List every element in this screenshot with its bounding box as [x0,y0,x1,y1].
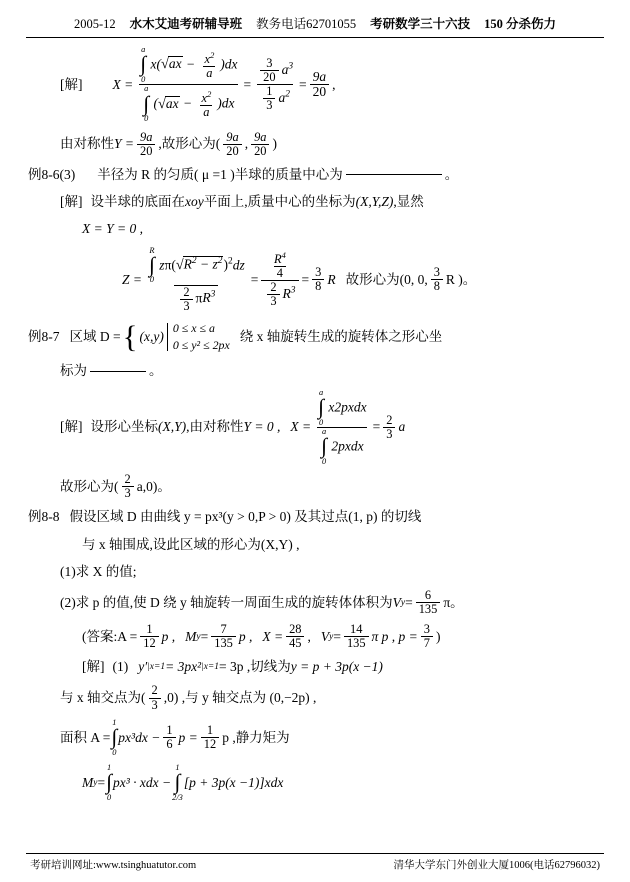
fraction-centroid-y: $\frac{9a}{20}$ [251,131,269,158]
solution-line-2 [26,192,604,212]
integrand-X-num: x2pxdx [328,398,367,414]
eval-at-1-b: |x=1 [201,662,219,673]
equals-3: = [333,628,341,644]
footer-divider [26,853,604,854]
derivative-expr: = 3px² [165,659,202,675]
solution-text-b: 平面上,质量中心的坐标为 [203,194,356,209]
condition-2: 0 ≤ y² ≤ 2px [172,338,230,353]
answer-A-tail: p , [161,628,176,644]
header-org: 水木艾迪考研辅导班 [129,17,243,31]
solution-line-1: [解] X = a ∫ 0 x( √ ax − $\frac{x^2}{a}$ )dx a ∫ 0 ( √ ax − $\frac{x^2}{a}$ )dx = $\frac{3}{20}$ $a^3$ $\frac{1}{3}$ $a^2$ = $\frac{9a}{20}$ , [60,45,336,124]
page-footer [26,849,604,872]
intersection-text-a: 与 x 轴交点为( [60,689,146,705]
area-label: 面积 A = [60,729,111,745]
example-label-8-8: 例8-8 [28,509,60,525]
footer-address: 清华大学东门外创业大厦1006(电话62796032) [393,860,600,871]
answer-V: V [320,628,330,644]
example-8-6-3 [26,165,604,185]
answer-prefix: (答案:A = [82,628,138,644]
area-tail: p ,静力矩为 [222,729,290,745]
question-1-text: (1)求 X 的值; [60,563,137,579]
header-date: 2005-12 [73,17,116,31]
answer-blank-2 [90,371,146,372]
centroid-result-b: a,0)。 [136,478,171,494]
fraction-1-6: $\frac{1}{6}$ [163,724,175,751]
variable-X-2: X = [290,419,312,435]
page-header [26,0,604,37]
moment-integrand-2: [p + 3p(x −1)]xdx [183,774,284,790]
moment-integrand-1: px³ · xdx − [113,774,172,790]
fraction-2-3-c: $\frac{2}{3}$ [149,684,161,711]
fraction-Z-integral: R ∫ 0 zπ( √ $R^2 - z^2$ )$^2$dz $\frac{2}{3}$ $\pi R^3$ [149,245,245,313]
tangent-text: = 3p ,切线为 [218,659,291,675]
fraction-Y-value: $\frac{9a}{20}$ [137,131,155,158]
coordinate-label: 标为 [60,363,87,379]
volume-V-subscript: y [400,597,406,608]
solution-line-4 [26,657,604,677]
variable-a: a [398,419,406,435]
fraction-Z-middle: $\frac{R^4}{4}$ $\frac{2}{3}$ $R^3$ [261,251,298,308]
solution-tag-2: [解] [60,194,83,209]
integral-sign-moment-2: 1 ∫ 2/3 [172,762,183,802]
set-conditions [173,320,230,354]
period-1: 。 [444,166,459,182]
question-2-text: (2)求 p 的值,使 D 绕 y 轴旋转一周面生成的旋转体体积为 [60,594,393,610]
equals-4: = [97,774,106,790]
symmetry-text: 由对称性 [60,136,114,152]
centroid-text-2a: 故形心为(0, 0, [345,271,428,287]
integral-sign-lower: a ∫ 0 [143,84,150,124]
centroid-text-2b: R )。 [445,271,477,287]
condition-1: 0 ≤ x ≤ a [172,320,215,335]
left-brace: { [122,318,138,354]
solution-tag-1: [解] [60,76,83,92]
tangent-line-eq: y = p + 3p(x −1) [290,659,383,675]
answer-V-sub: y [329,631,334,642]
sqrt-R2-z2: √ $R^2 - z^2$ [175,256,223,273]
example-text-8-8: 假设区域 D 由曲线 y = px³(y > 0,P > 0) 及其过点(1, p) 的切线 [69,509,422,525]
area-line [26,719,604,757]
fraction-3-8: $\frac{3}{8}$ [312,266,324,293]
period-2: 。 [149,363,163,379]
integrand-numerator: x( [150,56,162,72]
header-tagline: 150 分杀伤力 [484,17,557,31]
fraction-X-integral [314,389,370,467]
question-2 [26,589,604,616]
sqrt-ax-1: √ ax [161,56,182,73]
fraction-3-8-b: $\frac{3}{8}$ [431,266,443,293]
solution-text-3a: 设形心坐标 [90,419,158,435]
fraction-1-12: $\frac{1}{12}$ [201,724,219,751]
example-text-8-7a: 区域 D = [69,329,121,344]
fraction-integral-ratio: a ∫ 0 x( √ ax − $\frac{x^2}{a}$ )dx a ∫ 0 ( √ ax − $\frac{x^2}{a}$ )dx [140,45,238,124]
example-label-8-7: 例8-7 [28,329,60,344]
fraction-simplified-ratio: $\frac{3}{20}$ $a^3$ $\frac{1}{3}$ $a^2$ [254,57,296,112]
equals-1: = [405,594,413,610]
header-divider [26,37,604,38]
integral-sign-moment-1: 1 ∫ 0 [106,762,112,802]
fraction-p: $\frac{3}{7}$ [421,623,433,650]
header-course: 考研数学三十六技 [370,17,471,31]
variable-X-1: X = [112,76,134,92]
variable-Y: Y = [114,136,134,152]
set-divider [167,323,168,351]
solution-tag-3: [解] [60,419,83,435]
fraction-2-3-b: $\frac{2}{3}$ [122,473,134,500]
fraction-A: $\frac{1}{12}$ [140,623,158,650]
example-8-8-line2 [26,535,604,555]
answer-line [26,623,604,650]
document-body [26,46,604,802]
answer-close: ) [436,628,441,644]
equation-XY-zero [26,219,604,239]
fraction-centroid-x: $\frac{9a}{20}$ [223,131,241,158]
footer-website: 考研培训网址:www.tsinghuatutor.com [30,860,197,871]
plane-xoy: xoy [185,194,204,209]
intersection-line [26,684,604,711]
fraction-6-135: $\frac{6}{135}$ [416,589,441,616]
example-text-8-6-3: 半径为 R 的匀质( μ =1 )半球的质量中心为 [97,166,343,182]
volume-V: V [392,594,401,610]
solution-text-3b: ,由对称性 [186,419,244,435]
solution-text-c: ,显然 [393,194,424,209]
sqrt-ax-2: √ ax [158,95,179,112]
comma-1: , [332,76,336,92]
answer-My: M [185,628,197,644]
example-label-8-6-3: 例8-6(3) [28,166,76,182]
eval-at-1-a: |x=1 [147,662,166,673]
example-8-7-continuation [26,361,604,381]
moment-My: M [82,774,94,790]
equals-2: = [200,628,209,644]
derivative-y-prime: y′ [138,659,148,675]
fraction-9a-20: $\frac{9a}{20}$ [310,70,330,99]
coordinate-XY: (X,Y) [158,419,187,435]
equation-XY-zero-text: X = Y = 0 , [82,221,143,237]
answer-My-tail: p , [238,628,253,644]
integral-sign-Z: R ∫ 0 [149,245,155,285]
fraction-V: $\frac{14}{135}$ [344,623,369,650]
solution-tag-4: [解] [82,659,105,675]
fraction-2-3: $\frac{2}{3}$ [383,414,395,441]
equation-Z: Z = R ∫ 0 zπ( √ $R^2 - z^2$ )$^2$dz $\frac{2}{3}$ $\pi R^3$ = $\frac{R^4}{4}$ $\frac{2}{3}$ $R^3$ = $\frac{3}{8}$ R 故形心为(0, 0, $\frac{3}{8}$ R )。 [122,245,477,313]
solution-text-a: 设半球的底面在 [90,194,185,209]
integral-sign-X-num: a ∫ 0 [318,387,325,427]
example-text-8-7b: 绕 x 轴旋转生成的旋转体之形心坐 [239,329,443,344]
integrand-X-den: 2pxdx [331,438,364,454]
centroid-result-a: 故形心为( [60,478,119,494]
intersection-text-b: ,0) ,与 y 轴交点为 (0,−2p) , [163,689,317,705]
area-integrand: px³dx − [118,729,161,745]
solution-step-no: (1) [112,659,129,675]
answer-blank-1 [346,174,442,175]
answer-My-sub: y [196,631,201,642]
fraction-My: $\frac{7}{135}$ [211,623,236,650]
answer-X-tail: , [307,628,311,644]
variable-Z: Z = [122,271,142,287]
moment-My-sub: y [93,777,98,788]
integral-sign-area: 1 ∫ 0 [111,717,118,757]
moment-line [26,764,604,802]
centroid-text: ,故形心为 [158,136,216,152]
question-1 [26,562,604,582]
equation-Y-zero: Y = 0 , [243,419,281,435]
example-8-7 [26,320,604,354]
integral-sign-X-den: a ∫ 0 [321,426,328,466]
example-8-8 [26,507,604,527]
solution-line-3: [解] 设形心坐标 (X,Y) ,由对称性 Y = 0 , X = a ∫ 0 x2pxdx a ∫ 0 2pxdx = $\frac{2}{3}$ a [60,387,406,466]
integral-sign-upper: a ∫ 0 [140,45,147,84]
symmetry-line: 由对称性 Y = $\frac{9a}{20}$ ,故形心为 ( $\frac{9a}{20}$ , $\frac{9a}{20}$ ) [60,129,277,158]
set-variable: (x,y) [139,329,164,344]
fraction-X-ans: $\frac{28}{45}$ [286,623,304,650]
example-text-8-8-2: 与 x 轴围成,设此区域的形心为(X,Y) , [82,536,300,552]
centroid-result-line [26,473,604,500]
pi-symbol: π。 [443,594,464,610]
header-phone: 教务电话62701055 [256,17,357,31]
answer-V-tail: π p , p = [371,628,418,644]
answer-X: X = [262,628,284,644]
coordinate-XYZ: (X,Y,Z) [355,194,394,209]
area-mid: p = [178,729,198,745]
